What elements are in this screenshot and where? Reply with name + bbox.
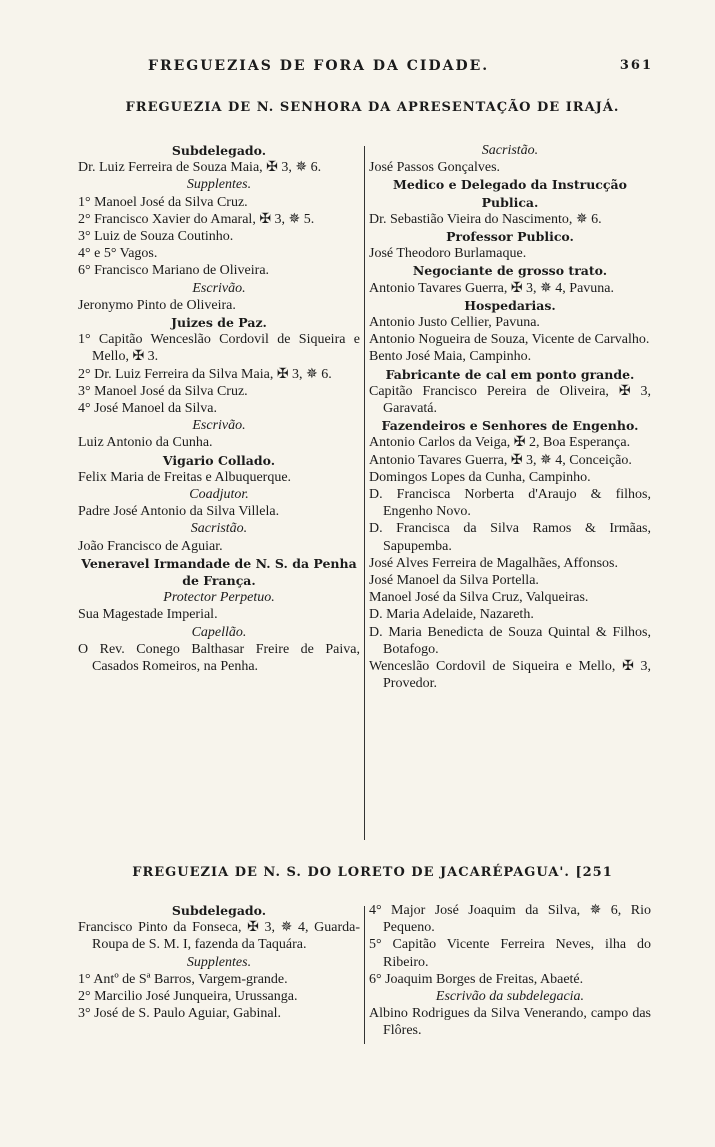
section-2-right-column xyxy=(369,902,651,1040)
role-heading: Supplentes. xyxy=(186,177,252,193)
directory-entry: Antonio Nogueira de Souza, Vicente de Carvalho. xyxy=(369,332,650,348)
directory-entry: D. Francisca Norberta d'Araujo & filhos, Engenho Novo. xyxy=(369,487,651,520)
role-heading: Escrivão da subdelegacia. xyxy=(435,989,585,1005)
directory-entry: 3° Manoel José da Silva Cruz. xyxy=(78,383,248,399)
section-heading: Fazendeiros e Senhores de Engenho. xyxy=(381,418,639,434)
directory-entry: D. Maria Adelaide, Nazareth. xyxy=(369,607,534,623)
directory-entry: Antonio Tavares Guerra, ✠ 3, ✵ 4, Pavuna. xyxy=(369,280,614,296)
section-heading: Veneravel Irmandade de N. S. da Penha de França. xyxy=(81,555,357,589)
section-1-title: FREGUEZIA DE N. SENHORA DA APRESENTAÇÃO DE IRAJÁ. xyxy=(125,100,620,115)
column-divider xyxy=(364,146,365,840)
directory-entry: 6° Joaquim Borges de Freitas, Abaeté. xyxy=(369,971,584,987)
directory-entry: 6° Francisco Mariano de Oliveira. xyxy=(78,263,270,279)
running-head xyxy=(78,58,653,80)
directory-entry: Antonio Justo Cellier, Pavuna. xyxy=(369,315,540,331)
directory-entry: Domingos Lopes da Cunha, Campinho. xyxy=(369,469,591,485)
directory-entry: 2° Dr. Luiz Ferreira da Silva Maia, ✠ 3, ✵ 6. xyxy=(78,366,332,382)
section-2-left-column xyxy=(78,902,360,1022)
directory-entry: José Alves Ferreira de Magalhães, Affonsos. xyxy=(369,555,618,571)
directory-entry: Francisco Pinto da Fonseca, ✠ 3, ✵ 4, Guarda-Roupa de S. M. I, fazenda da Taquára. xyxy=(78,920,360,953)
directory-entry: Manoel José da Silva Cruz, Valqueiras. xyxy=(369,590,589,606)
directory-entry: D. Francisca da Silva Ramos & Irmãas, Sapupemba. xyxy=(369,521,651,554)
role-heading: Escrivão. xyxy=(192,280,246,296)
directory-entry: José Theodoro Burlamaque. xyxy=(369,246,527,262)
directory-entry: José Manoel da Silva Portella. xyxy=(369,573,539,589)
role-heading: Capellão. xyxy=(191,624,247,640)
directory-entry: Capitão Francisco Pereira de Oliveira, ✠ 3, Garavatá. xyxy=(369,383,651,417)
column-divider xyxy=(364,906,365,1044)
section-heading: Juizes de Paz. xyxy=(171,315,267,331)
directory-entry: Luiz Antonio da Cunha. xyxy=(78,435,213,451)
section-heading: Subdelegado. xyxy=(171,903,267,918)
directory-entry: Antonio Carlos da Veiga, ✠ 2, Boa Esperança. xyxy=(369,435,631,451)
directory-entry: O Rev. Conego Balthasar Freire de Paiva, Casados Romeiros, na Penha. xyxy=(78,641,360,675)
role-heading: Sacristão. xyxy=(481,143,539,158)
directory-entry: 5° Capitão Vicente Ferreira Neves, ilha do Ribeiro. xyxy=(369,937,651,970)
section-heading: Vigario Collado. xyxy=(162,452,276,468)
directory-entry: 4° e 5° Vagos. xyxy=(78,246,158,262)
role-heading: Sacristão. xyxy=(190,521,248,537)
directory-entry: Dr. Sebastião Vieira do Nascimento, ✵ 6. xyxy=(369,211,602,227)
directory-entry: 3° José de S. Paulo Aguiar, Gabinal. xyxy=(78,1006,281,1022)
role-heading: Protector Perpetuo. xyxy=(163,590,275,606)
directory-entry: 4° Major José Joaquim da Silva, ✵ 6, Rio Pequeno. xyxy=(369,903,651,936)
role-heading: Escrivão. xyxy=(192,418,246,434)
directory-entry: Antonio Tavares Guerra, ✠ 3, ✵ 4, Conceição. xyxy=(369,452,632,468)
directory-entry: José Passos Gonçalves. xyxy=(369,160,501,176)
section-1-right-column xyxy=(369,142,651,693)
role-heading: Supplentes. xyxy=(186,954,252,970)
directory-entry: Dr. Luiz Ferreira de Souza Maia, ✠ 3, ✵ 6. xyxy=(78,160,322,176)
directory-entry: Wenceslão Cordovil de Siqueira e Mello, ✠ 3, Provedor. xyxy=(369,659,651,692)
section-1-left-column xyxy=(78,142,360,675)
directory-entry: 1° Antº de Sª Barros, Vargem-grande. xyxy=(78,971,288,987)
directory-entry: Jeronymo Pinto de Oliveira. xyxy=(78,297,236,313)
section-heading: Fabricante de cal em ponto grande. xyxy=(385,366,635,382)
directory-entry: João Francisco de Aguiar. xyxy=(78,538,223,554)
section-2-title: FREGUEZIA DE N. S. DO LORETO DE JACARÉPAGUA'. [251 xyxy=(132,865,613,880)
directory-entry: 1° Manoel José da Silva Cruz. xyxy=(78,194,248,210)
directory-entry: 2° Francisco Xavier do Amaral, ✠ 3, ✵ 5. xyxy=(78,211,315,227)
role-heading: Coadjutor. xyxy=(189,487,249,503)
directory-entry: Bento José Maia, Campinho. xyxy=(369,349,532,365)
directory-entry: 2° Marcilio José Junqueira, Urussanga. xyxy=(78,989,298,1005)
section-heading: Hospedarias. xyxy=(464,297,556,313)
running-head-title: FREGUEZIAS DE FORA DA CIDADE. xyxy=(148,58,490,74)
directory-entry: Felix Maria de Freitas e Albuquerque. xyxy=(78,469,292,485)
directory-entry: 1° Capitão Wenceslão Cordovil de Siqueira e Mello, ✠ 3. xyxy=(78,332,360,365)
page-number: 361 xyxy=(619,58,653,73)
directory-entry: D. Maria Benedicta de Souza Quintal & Filhos, Botafogo. xyxy=(369,624,651,657)
directory-entry: Padre José Antonio da Silva Villela. xyxy=(78,504,280,520)
directory-entry: Albino Rodrigues da Silva Venerando, campo das Flôres. xyxy=(369,1006,651,1039)
section-heading: Subdelegado. xyxy=(171,143,267,158)
section-heading: Negociante de grosso trato. xyxy=(412,263,608,279)
directory-entry: 3° Luiz de Souza Coutinho. xyxy=(78,229,234,245)
section-heading: Medico e Delegado da Instrucção Publica. xyxy=(393,177,627,210)
directory-entry: 4° José Manoel da Silva. xyxy=(78,401,217,417)
section-heading: Professor Publico. xyxy=(446,229,574,245)
directory-entry: Sua Magestade Imperial. xyxy=(78,607,218,623)
